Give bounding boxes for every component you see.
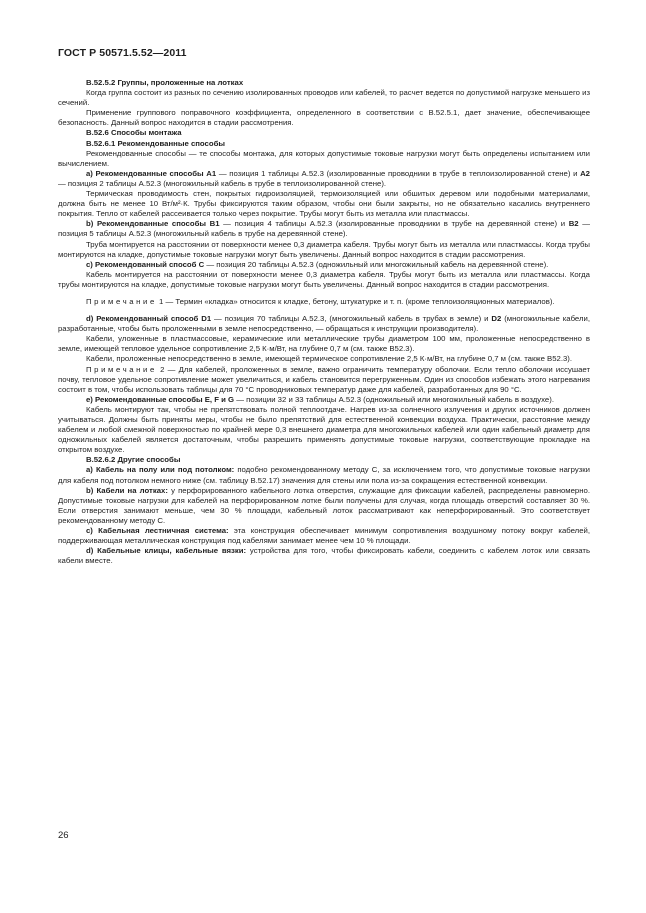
- list-item-lead: а) Рекомендованные способы А1: [86, 168, 217, 178]
- section-heading: В.52.5.2 Группы, проложенные на лотках: [86, 78, 244, 87]
- list-item: d) Кабельные клицы, кабельные вязки: устройства для того, чтобы фиксировать кабели, соединить с кабелем лоток или связать кабели вместе.: [58, 546, 590, 566]
- note-label: Примечание: [86, 364, 157, 374]
- list-item: е) Рекомендованные способы Е, F и G — позиции 32 и 33 таблицы А.52.3 (одножильный или многожильный кабель в воздухе).: [86, 394, 554, 404]
- list-item-lead: b) Кабели на лотках:: [86, 485, 168, 495]
- body-paragraph: Кабели, уложенные в пластмассовые, керамические или металлические трубы диаметром 100 мм, проложенные непосредственно в земле, имеющей тепловое удельное сопротивление 2,5 К·м/Вт, на глубине 0,7 м (см. также В52.3).: [58, 334, 590, 354]
- body-paragraph: Термическая проводимость стен, покрытых гидроизоляцией, термоизоляцией или обшитых деревом или подобными материалами, должна быть не менее 10 Вт/м²·К. Трубы фиксируются таким образом, чтобы они были закрыты, но не обязательно касались внутреннего покрытия. Тепло от кабелей рассеивается только через покрытие. Трубы могут быть из металла или пластмассы.: [58, 189, 590, 219]
- list-item: а) Рекомендованные способы А1 — позиция 1 таблицы А.52.3 (изолированные проводники в трубе в теплоизолированной стене) и А2 — позиция 2 таблицы А.52.3 (многожильный кабель в трубе в теплоизолированной стене).: [58, 168, 590, 188]
- page-number: 26: [58, 830, 69, 841]
- note-paragraph: Примечание 2 — Для кабелей, проложенных в земле, важно ограничить температуру оболочки. Если тепло оболочки иссушает почву, тепловое удельное сопротивление может увеличиться, и кабель становится перегруженным. Один из способов избежать этого нагревания состоит в том, чтобы использовать таблицы для 70 °С проводниковых температур даже для кабелей, разработанных для 90 °С.: [58, 364, 590, 394]
- document-body: [58, 78, 590, 566]
- body-paragraph: Кабели, проложенные непосредственно в земле, имеющей термическое сопротивление 2,5 К·м/Вт, на глубине 0,7 м (см. также В52.3).: [86, 354, 573, 364]
- note-paragraph: Примечание 1 — Термин «кладка» относится к кладке, бетону, штукатурке и т. п. (кроме теплоизоляционных материалов).: [86, 296, 555, 306]
- list-item: b) Рекомендованные способы В1 — позиция 4 таблицы А.52.3 (изолированные проводники в трубе на деревянной стене) и В2 — позиция 5 таблицы А.52.3 (многожильный кабель в трубе на деревянной стене).: [58, 219, 590, 239]
- list-item-lead: d) Кабельные клицы, кабельные вязки:: [86, 546, 247, 556]
- section-heading: В.52.6 Способы монтажа: [86, 128, 182, 138]
- list-item: с) Кабельная лестничная система: эта конструкция обеспечивает минимум сопротивления воздушному потоку вокруг кабелей, поддерживающая металлическая конструкция под кабелями занимает менее чем 10 % площади.: [58, 526, 590, 546]
- list-item-lead: b) Рекомендованные способы В1: [86, 219, 220, 229]
- list-item-lead: D2: [491, 314, 502, 324]
- list-item-lead: с) Рекомендованный способ С: [86, 259, 205, 269]
- list-item-lead: А2: [580, 168, 590, 178]
- list-item: d) Рекомендованный способ D1 — позиция 70 таблицы А.52.3, (многожильный кабель в трубах в земле) и D2 (многожильные кабели, разработанные, чтобы быть проложенными в земле непосредственно, — обращаться к инструкции производителя).: [58, 314, 590, 334]
- list-item-lead: d) Рекомендованный способ D1: [86, 314, 212, 324]
- list-item: а) Кабель на полу или под потолком: подобно рекомендованному методу С, за исключением того, что допустимые токовые нагрузки для кабеля под потолком немного ниже (см. таблицу В.52.17) значения для стены или пола из-за сокращения естественной конвекции.: [58, 465, 590, 485]
- note-label: Примечание: [86, 296, 157, 306]
- list-item-lead: а) Кабель на полу или под потолком:: [86, 465, 235, 475]
- body-paragraph: Когда группа состоит из разных по сечению изолированных проводов или кабелей, то расчет ведется по допустимой нагрузке меньшего из сечений.: [58, 88, 590, 108]
- document-header: ГОСТ Р 50571.5.52—2011: [58, 47, 187, 59]
- section-heading: В.52.6.2 Другие способы: [86, 455, 181, 465]
- body-paragraph: Применение группового поправочного коэффициента, определенного в соответствии с В.52.5.1, дает значение, обеспечивающее безопасность. Данный вопрос находится в стадии рассмотрения.: [58, 108, 590, 128]
- body-paragraph: Кабель монтируется на расстоянии от поверхности менее 0,3 диаметра кабеля. Трубы могут быть из металла или пластмассы. Когда трубы монтируются на кладке, допустимые токовые нагрузки могут быть увеличены. Данный вопрос находится в стадии рассмотрения.: [58, 269, 590, 289]
- body-paragraph: Труба монтируется на расстоянии от поверхности менее 0,3 диаметра кабеля. Трубы могут быть из металла или пластмассы. Когда трубы монтируются на кладке, допустимые токовые нагрузки могут быть увеличены. Данный вопрос находится в стадии рассмотрения.: [58, 239, 590, 259]
- list-item-lead: В2: [568, 219, 579, 229]
- body-paragraph: Рекомендованные способы — те способы монтажа, для которых допустимые токовые нагрузки могут быть определены испытанием или вычислением.: [58, 148, 590, 168]
- list-item-lead: е) Рекомендованные способы Е, F и G: [86, 394, 235, 404]
- body-paragraph: Кабель монтируют так, чтобы не препятствовать полной теплоотдаче. Нагрев из-за солнечного излучения и других источников должен учитываться. Должны быть приняты меры, чтобы не было препятствий для естественной конвекции воздуха. Практически, расстояние между кабелем и любой смежной поверхностью по крайней мере 0,3 внешнего диаметра для многожильных кабелей или один кабельный диаметр для одножильных кабелей является достаточным, чтобы разрешить применять допустимые токовые нагрузки, соответствующие прокладке на открытом воздухе.: [58, 404, 590, 455]
- list-item: с) Рекомендованный способ С — позиция 20 таблицы А.52.3 (одножильный или многожильный кабель на деревянной стене).: [86, 259, 549, 269]
- list-item: b) Кабели на лотках: у перфорированного кабельного лотка отверстия, служащие для фиксации кабелей, распределены равномерно. Допустимые токовые нагрузки для кабелей на перфорированном лотке были получены для случая, когда площадь отверстий составляет 30 %. Если отверстия занимают меньше, чем 30 % площади, кабельный лоток рассматривают как неперфорированный. Это соответствует рекомендованному методу С.: [58, 485, 590, 525]
- section-heading: В.52.6.1 Рекомендованные способы: [86, 138, 226, 148]
- list-item-lead: с) Кабельная лестничная система:: [86, 526, 229, 536]
